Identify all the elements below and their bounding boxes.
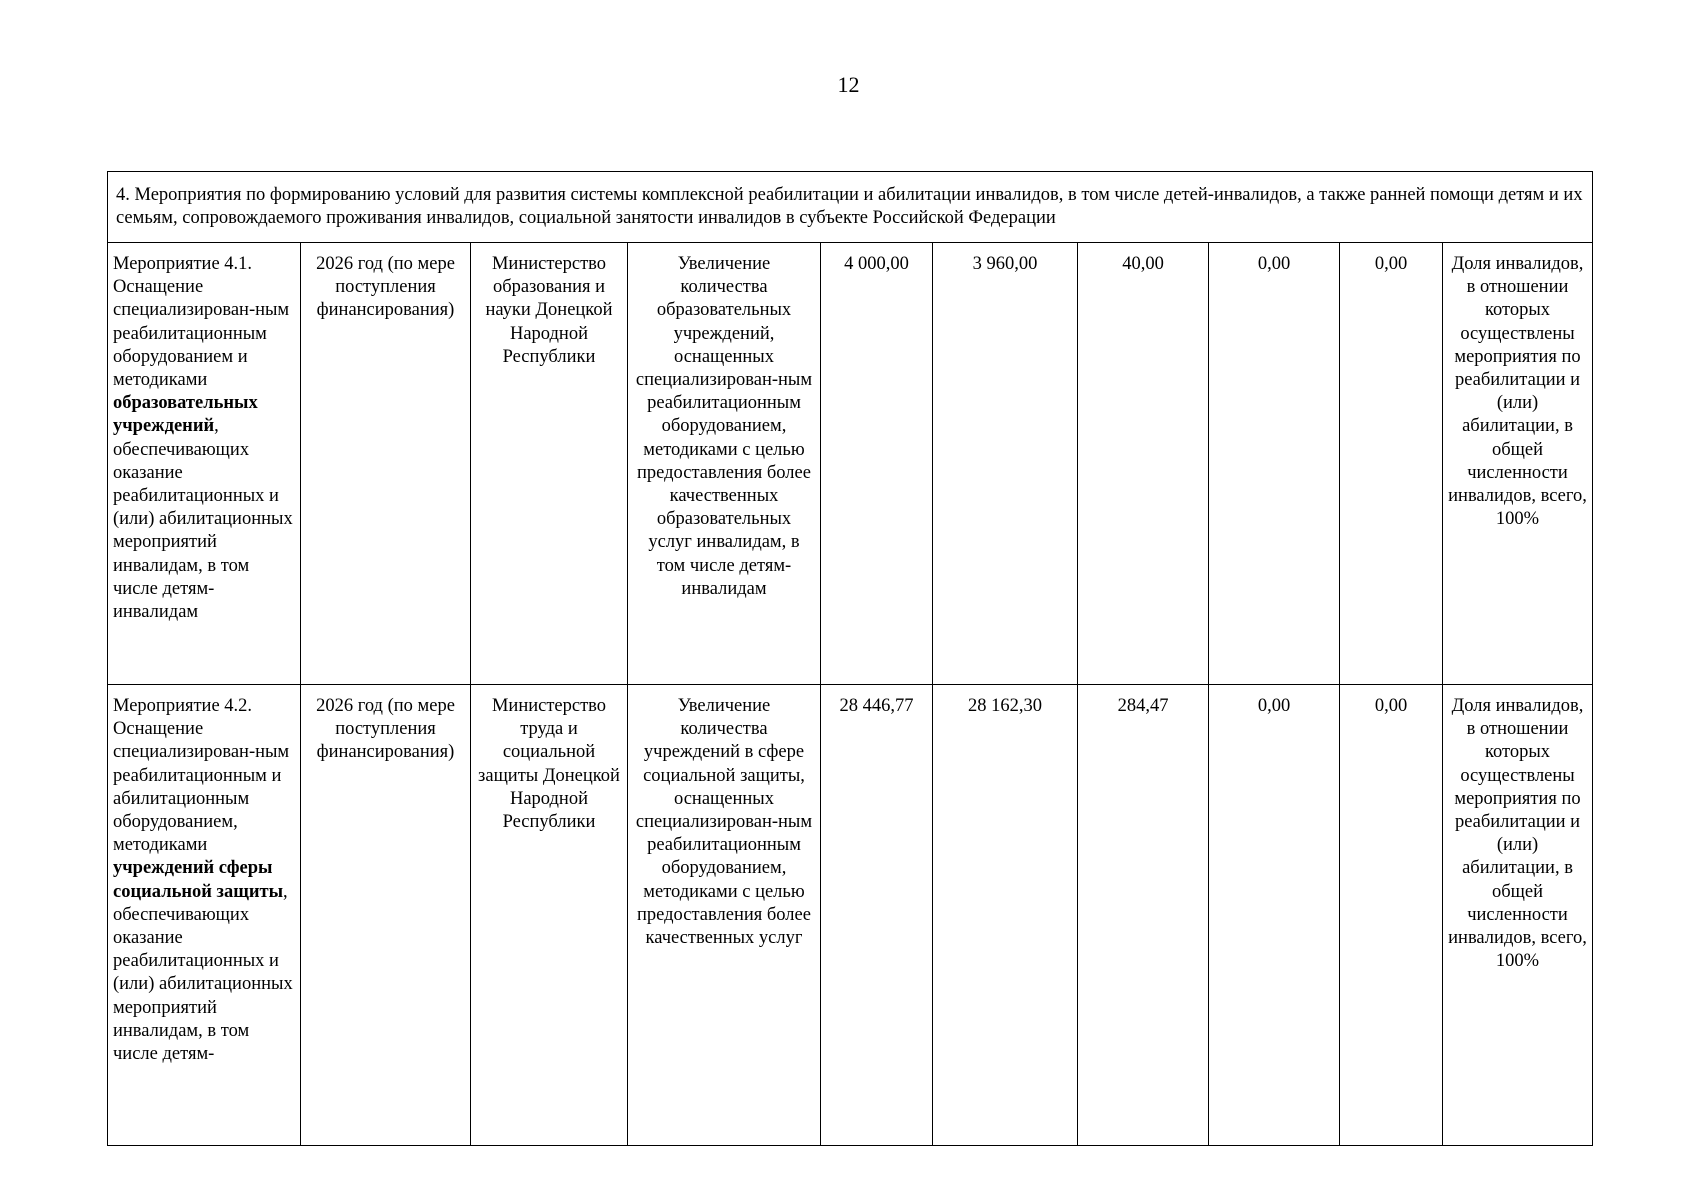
federal-amount-cell: 3 960,00	[933, 243, 1078, 685]
measure-name-text: Мероприятие 4.1. Оснащение специализирован-ным реабилитационным оборудованием и методиками	[113, 254, 290, 391]
table-row	[108, 243, 1593, 685]
measure-name-text: Мероприятие 4.2. Оснащение специализирован-ным реабилитационным и абилитационным оборудованием, методиками	[113, 696, 290, 856]
other-amount-cell: 0,00	[1340, 685, 1443, 1146]
regional-amount-cell: 40,00	[1078, 243, 1209, 685]
measures-table	[107, 171, 1593, 1146]
section-title: 4. Мероприятия по формированию условий для развития системы комплексной реабилитации и абилитации инвалидов, в том числе детей-инвалидов, а также ранней помощи детям и их семьям, сопровождаемого проживания инвалидов, социальной занятости инвалидов в субъекте Российской Федерации	[108, 172, 1593, 243]
period-cell: 2026 год (по мере поступления финансирования)	[301, 243, 471, 685]
indicator-cell: Доля инвалидов, в отношении которых осуществлены мероприятия по реабилитации и (или) абилитации, в общей численности инвалидов, всего, 100%	[1443, 685, 1593, 1146]
total-amount-cell: 28 446,77	[821, 685, 933, 1146]
measure-name-bold: образовательных учреждений	[113, 393, 258, 437]
measure-name-text-end: , обеспечивающих оказание реабилитационных и (или) абилитационных мероприятий инвалидам, в том числе детям-	[113, 881, 293, 1065]
measure-name-cell	[108, 243, 301, 685]
measure-name-cell	[108, 685, 301, 1146]
result-cell: Увеличение количества учреждений в сфере социальной защиты, оснащенных специализирован-ным реабилитационным оборудованием, методиками с целью предоставления более качественных услуг	[628, 685, 821, 1146]
regional-amount-cell: 284,47	[1078, 685, 1209, 1146]
measure-name-text-end: , обеспечивающих оказание реабилитационных и (или) абилитационных мероприятий инвалидам, в том числе детям-инвалидам	[113, 416, 293, 623]
local-amount-cell: 0,00	[1209, 685, 1340, 1146]
section-header-row	[108, 172, 1593, 243]
indicator-cell: Доля инвалидов, в отношении которых осуществлены мероприятия по реабилитации и (или) абилитации, в общей численности инвалидов, всего, 100%	[1443, 243, 1593, 685]
page-number: 12	[837, 72, 860, 97]
period-cell: 2026 год (по мере поступления финансирования)	[301, 685, 471, 1146]
federal-amount-cell: 28 162,30	[933, 685, 1078, 1146]
table-row	[108, 685, 1593, 1146]
local-amount-cell: 0,00	[1209, 243, 1340, 685]
executor-cell: Министерство труда и социальной защиты Донецкой Народной Республики	[471, 685, 628, 1146]
measure-name-bold: учреждений сферы социальной защиты	[113, 858, 284, 902]
executor-cell: Министерство образования и науки Донецкой Народной Республики	[471, 243, 628, 685]
result-cell: Увеличение количества образовательных учреждений, оснащенных специализирован-ным реабилитационным оборудованием, методиками с целью предоставления более качественных образовательных услуг инвалидам, в том числе детям-инвалидам	[628, 243, 821, 685]
other-amount-cell: 0,00	[1340, 243, 1443, 685]
total-amount-cell: 4 000,00	[821, 243, 933, 685]
